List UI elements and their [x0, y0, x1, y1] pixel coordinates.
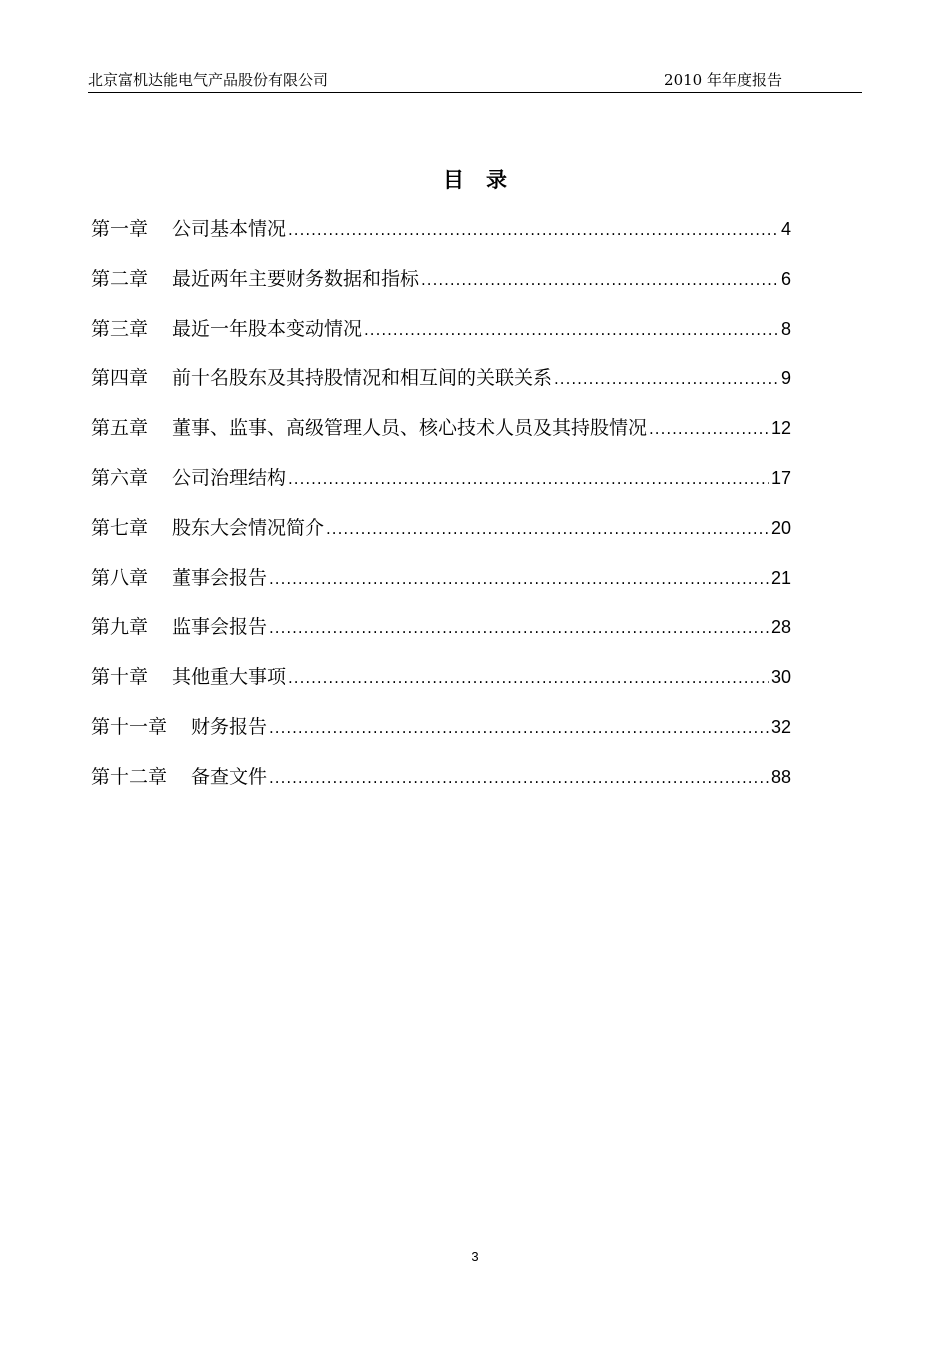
toc-chapter-number: 第七章: [91, 516, 149, 539]
toc-entry[interactable]: [91, 463, 791, 513]
toc-entry[interactable]: [91, 662, 791, 712]
toc-entry[interactable]: [91, 712, 791, 762]
toc-chapter-title: 股东大会情况简介: [172, 516, 325, 539]
header-report-title: 2010 年年度报告: [664, 71, 782, 89]
toc-chapter-title: 公司基本情况: [172, 218, 287, 240]
toc-dot-leader: [421, 265, 779, 295]
toc-chapter-title: 备查文件: [191, 765, 268, 788]
header-company-name: 北京富机达能电气产品股份有限公司: [88, 71, 329, 89]
toc-entry[interactable]: [91, 314, 791, 364]
toc-dot-leader: [269, 613, 769, 643]
toc-page-number: 12: [770, 418, 791, 439]
toc-dot-leader: [288, 663, 769, 693]
toc-dot-leader: [326, 514, 769, 544]
toc-list: [91, 214, 791, 812]
toc-chapter-title: 财务报告: [191, 715, 268, 738]
toc-dot-leader: [364, 315, 779, 345]
toc-page-number: 4: [780, 219, 791, 239]
toc-dot-leader: [554, 364, 779, 394]
toc-entry[interactable]: [91, 563, 791, 613]
toc-chapter-title: 其他重大事项: [172, 666, 287, 689]
toc-dot-leader: [269, 564, 769, 594]
toc-entry[interactable]: [91, 513, 791, 563]
toc-chapter-title: 最近两年主要财务数据和指标: [172, 267, 420, 290]
toc-page-number: 88: [770, 766, 791, 787]
toc-chapter-number: 第十一章: [91, 715, 168, 738]
toc-chapter-number: 第九章: [91, 616, 149, 639]
toc-page-number: 28: [770, 617, 791, 638]
toc-entry[interactable]: [91, 762, 791, 812]
toc-entry[interactable]: [91, 214, 791, 264]
toc-chapter-number: 第五章: [91, 417, 149, 440]
toc-chapter-number: 第八章: [91, 566, 149, 589]
toc-page-number: 20: [770, 517, 791, 538]
toc-entry[interactable]: [91, 363, 791, 413]
toc-page-number: 30: [770, 667, 791, 688]
toc-title: 目录: [443, 167, 529, 192]
page-header: [88, 68, 862, 93]
toc-chapter-number: 第三章: [91, 317, 149, 340]
toc-chapter-title: 前十名股东及其持股情况和相互间的关联关系: [172, 367, 553, 390]
toc-page-number: 6: [780, 268, 791, 289]
toc-page-number: 8: [780, 318, 791, 339]
toc-dot-leader: [649, 414, 769, 444]
toc-page-number: 21: [770, 567, 791, 588]
toc-dot-leader: [269, 763, 769, 793]
toc-chapter-title: 董事、监事、高级管理人员、核心技术人员及其持股情况: [172, 417, 648, 440]
toc-page-number: 17: [770, 467, 791, 488]
toc-entry[interactable]: [91, 264, 791, 314]
toc-chapter-number: 第十二章: [91, 765, 168, 788]
toc-dot-leader: [288, 215, 779, 245]
toc-chapter-title: 最近一年股本变动情况: [172, 317, 363, 340]
toc-chapter-number: 第六章: [91, 466, 149, 489]
toc-page-number: 9: [780, 368, 791, 389]
toc-chapter-number: 第二章: [91, 267, 149, 290]
toc-chapter-number: 第一章: [91, 218, 149, 240]
toc-dot-leader: [269, 713, 769, 743]
toc-entry[interactable]: [91, 413, 791, 463]
toc-chapter-number: 第十章: [91, 666, 149, 689]
toc-page-number: 32: [770, 716, 791, 737]
toc-chapter-number: 第四章: [91, 367, 149, 390]
toc-entry[interactable]: [91, 612, 791, 662]
toc-chapter-title: 监事会报告: [172, 616, 268, 639]
toc-chapter-title: 公司治理结构: [172, 466, 287, 489]
toc-dot-leader: [288, 464, 769, 494]
page-footer-number: 3: [471, 1249, 479, 1264]
toc-chapter-title: 董事会报告: [172, 566, 268, 589]
